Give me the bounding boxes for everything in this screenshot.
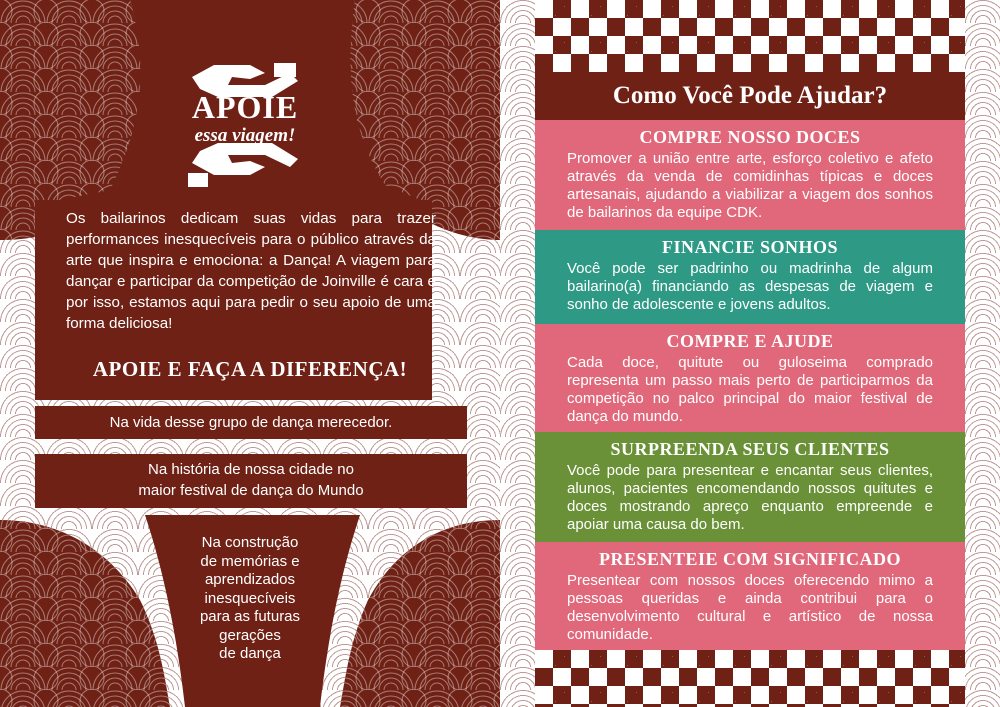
- intro-paragraph: Os bailarinos dedicam suas vidas para trazer performances inesquecíveis para o público através da arte que inspira e emociona: a Dança! A viagem para dançar e participar da competição de Joinville é cara e por isso, estamos aqui para pedir o seu apoio de uma forma deliciosa!: [66, 210, 436, 332]
- card-meaningful-gift: [535, 542, 965, 650]
- memories-line: inesquecíveis: [204, 589, 296, 607]
- geometric-bottom-band: [535, 650, 965, 707]
- apoie-logo: [170, 55, 320, 195]
- band-city-line1: Na história de nossa cidade no: [148, 461, 354, 478]
- help-heading: [535, 72, 965, 120]
- card-meaningful-gift-text: Presentear com nossos doces oferecendo mimo a pessoas queridas e ainda contribui para o desenvolvimento cultural e artístico de nossa comunidade.: [567, 572, 933, 643]
- receiving-hand-icon: [188, 143, 298, 187]
- card-fund-dreams-title: FINANCIE SONHOS: [661, 237, 839, 257]
- geometric-top-band: [535, 0, 965, 72]
- band-city-history: [35, 454, 467, 508]
- card-surprise-clients-title: SURPREENDA SEUS CLIENTES: [610, 439, 890, 459]
- card-buy-sweets: [535, 120, 965, 230]
- card-buy-help-text: Cada doce, quitute ou guloseima comprado representa um passo mais perto de participarmos da competição no palco principal do maior festival de dança do mundo.: [567, 354, 933, 425]
- memories-text: [175, 534, 325, 664]
- card-surprise-clients-text: Você pode para presentear e encantar seus clientes, alunos, pacientes encomendando nossos quitutes e doces mostrando apreço enquanto empreende e apoiar uma causa do bem.: [567, 462, 933, 533]
- card-buy-sweets-title: COMPRE NOSSO DOCES: [639, 127, 861, 147]
- card-buy-help-title: COMPRE E AJUDE: [666, 331, 834, 351]
- help-heading-text: Como Você Pode Ajudar?: [612, 82, 888, 109]
- card-fund-dreams-text: Você pode ser padrinho ou madrinha de algum bailarino(a) financiando as despesas de viagem e sonho de adolescente e jovens adultos.: [567, 260, 933, 313]
- card-surprise-clients: [535, 432, 965, 542]
- memories-line: de memórias e: [200, 552, 300, 570]
- card-meaningful-gift-title: PRESENTEIE COM SIGNIFICADO: [598, 549, 902, 569]
- memories-line: de dança: [219, 645, 281, 662]
- memories-line: gerações: [219, 626, 281, 644]
- support-headline: APOIE E FAÇA A DIFERENÇA!: [92, 357, 408, 381]
- logo-big-word: APOIE: [191, 89, 299, 125]
- band-life-group-text: Na vida desse grupo de dança merecedor.: [109, 414, 393, 431]
- card-fund-dreams: [535, 230, 965, 324]
- memories-line: para as futuras: [199, 608, 301, 625]
- logo-small-word: essa viagem!: [194, 125, 296, 146]
- card-buy-sweets-text: Promover a união entre arte, esforço coletivo e afeto através da venda de comidinhas típicas e doces artesanais, ajudando a viabilizar a viagem dos sonhos de bailarinos da equipe CDK.: [567, 150, 933, 221]
- memories-line: aprendizados: [204, 571, 296, 588]
- band-city-line2: maior festival de dança do Mundo: [138, 482, 364, 499]
- band-life-group: [35, 406, 467, 439]
- memories-line: Na construção: [201, 534, 299, 551]
- card-buy-help: [535, 324, 965, 432]
